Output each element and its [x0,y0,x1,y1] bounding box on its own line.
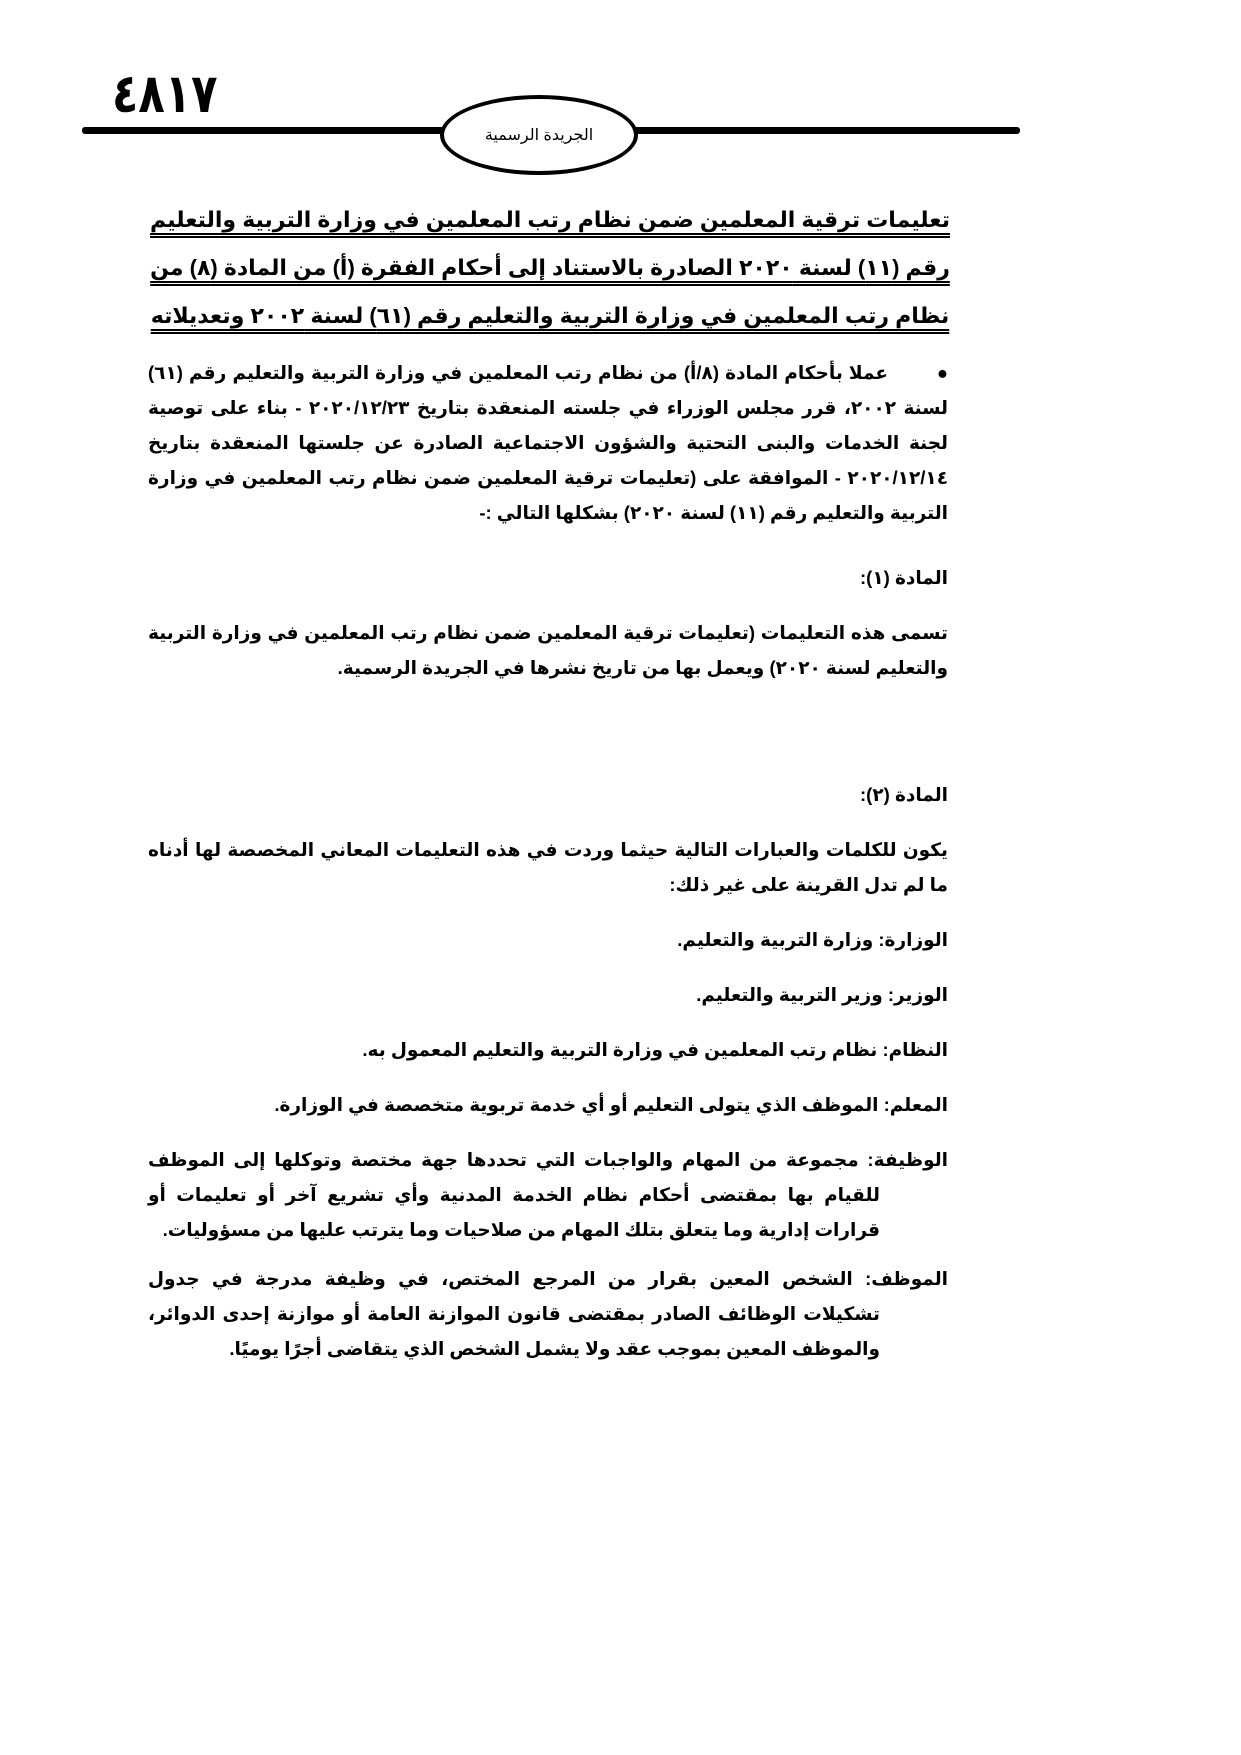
definition-item: النظام: نظام رتب المعلمين في وزارة التربية والتعليم المعمول به. [362,1039,948,1060]
definition-item: الموظف: الشخص المعين بقرار من المرجع المختص، في وظيفة مدرجة في جدول تشكيلات الوظائف الصادر بمقتضى قانون الموازنة العامة أو موازنة إحدى الدوائر، والموظف المعين بموجب عقد ولا يشمل الشخص الذي يتقاضى أجرًا يوميًا. [148,1268,948,1359]
preamble-text: عملا بأحكام المادة (٨/أ) من نظام رتب المعلمين في وزارة التربية والتعليم رقم (٦١) لسنة ٢٠٠٢، قرر مجلس الوزراء في جلسته المنعقدة بتاريخ ٢٠٢٠/١٢/٢٣ - بناء على توصية لجنة الخدمات والبنى التحتية والشؤون الاجتماعية الصادرة عن جلستها المنعقدة بتاريخ ٢٠٢٠/١٢/١٤ - الموافقة على (تعليمات ترقية المعلمين ضمن نظام رتب المعلمين في وزارة التربية والتعليم رقم (١١) لسنة ٢٠٢٠) بشكلها التالي :- [148,362,948,523]
page-number: ٤٨١٧ [112,62,218,125]
document-body [148,355,948,1366]
definition-item: الوزارة: وزارة التربية والتعليم. [677,929,948,950]
gazette-emblem [440,95,638,175]
publication-name: الجريدة الرسمية [484,127,594,144]
title-text: تعليمات ترقية المعلمين ضمن نظام رتب المعلمين في وزارة التربية والتعليم رقم (١١) لسنة ٢٠٢٠ الصادرة بالاستناد إلى أحكام الفقرة (أ) من المادة (٨) من نظام رتب المعلمين في وزارة التربية والتعليم رقم (٦١) لسنة ٢٠٠٢ وتعديلاته [150,207,950,328]
definition-item: الوظيفة: مجموعة من المهام والواجبات التي تحددها جهة مختصة وتوكلها إلى الموظف للقيام بها بمقتضى أحكام نظام الخدمة المدنية وأي تشريع آخر أو تعليمات أو قرارات إدارية وما يتعلق بتلك المهام من صلاحيات وما يترتب عليها من مسؤوليات. [148,1149,948,1240]
document-title [150,196,950,340]
bullet-icon: ● [936,362,948,383]
article-2-text: يكون للكلمات والعبارات التالية حيثما وردت في هذه التعليمات المعاني المخصصة لها أدناه ما لم تدل القرينة على غير ذلك: [148,839,948,895]
preamble [148,355,948,530]
article-1-heading: المادة (١): [860,567,948,588]
article-1-text: تسمى هذه التعليمات (تعليمات ترقية المعلمين ضمن نظام رتب المعلمين في وزارة التربية والتعليم لسنة ٢٠٢٠) ويعمل بها من تاريخ نشرها في الجريدة الرسمية. [148,622,948,678]
definition-item: الوزير: وزير التربية والتعليم. [696,984,948,1005]
definition-item: المعلم: الموظف الذي يتولى التعليم أو أي خدمة تربوية متخصصة في الوزارة. [274,1094,948,1115]
article-2-heading: المادة (٢): [860,784,948,805]
